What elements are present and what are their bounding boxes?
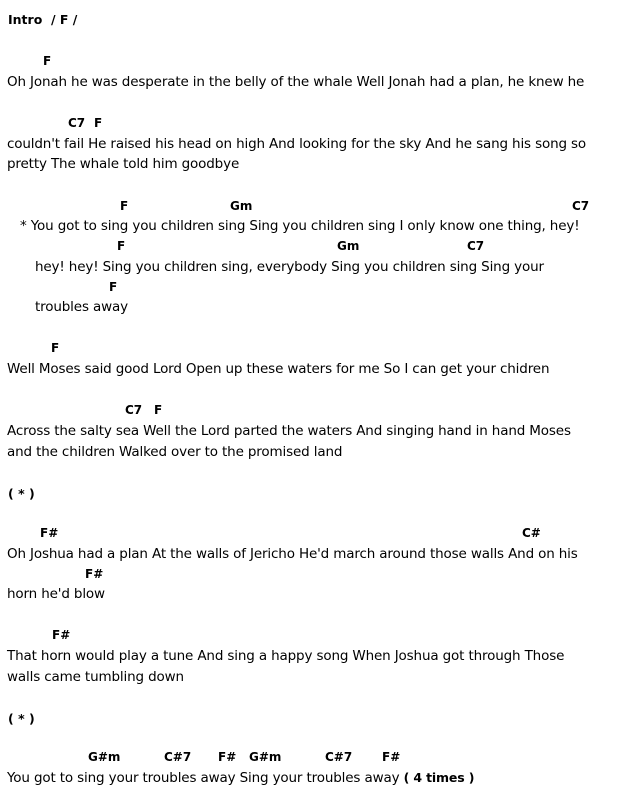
- lyric-line: Across the salty sea Well the Lord parted the waters And singing hand in hand Moses: [7, 423, 571, 439]
- chord: F: [117, 239, 126, 253]
- lyric-line: hey! hey! Sing you children sing, everybody Sing you children sing Sing your: [35, 259, 544, 275]
- chord: G#m: [249, 750, 282, 764]
- lyric-line: horn he'd blow: [7, 586, 105, 602]
- repeat-marker: ( * ): [8, 711, 35, 726]
- chord: Gm: [337, 239, 360, 253]
- chord: F: [51, 341, 60, 355]
- chord: F#: [52, 628, 71, 642]
- intro-chords: / F /: [51, 12, 78, 27]
- chord: F#: [85, 567, 104, 581]
- chord: F#: [218, 750, 237, 764]
- chord: F: [154, 403, 163, 417]
- chord: C7: [68, 116, 86, 130]
- chord: F#: [40, 526, 59, 540]
- lyric-line: That horn would play a tune And sing a happy song When Joshua got through Those: [7, 648, 565, 664]
- lyric-line: pretty The whale told him goodbye: [7, 156, 240, 172]
- repeat-count-note: ( 4 times ): [403, 770, 475, 785]
- lyric-line: [7, 770, 474, 786]
- chord: C7: [467, 239, 485, 253]
- chord: F: [109, 280, 118, 294]
- chord: C7: [125, 403, 143, 417]
- chord: F#: [382, 750, 401, 764]
- chord: C7: [572, 199, 590, 213]
- lyric-line: Oh Jonah he was desperate in the belly of the whale Well Jonah had a plan, he knew he: [7, 74, 585, 90]
- chord: F: [120, 199, 129, 213]
- repeat-marker: ( * ): [8, 486, 35, 501]
- chord: C#: [522, 526, 541, 540]
- lyric-line: walls came tumbling down: [7, 669, 184, 685]
- lyric-line: * You got to sing you children sing Sing you children sing I only know one thing, hey!: [20, 218, 580, 234]
- chord: C#7: [164, 750, 192, 764]
- chord: G#m: [88, 750, 121, 764]
- intro-label: Intro: [8, 12, 43, 27]
- chord: C#7: [325, 750, 353, 764]
- intro-line: [8, 12, 77, 27]
- lyric-line: and the children Walked over to the promised land: [7, 444, 343, 460]
- lyric-line: couldn't fail He raised his head on high And looking for the sky And he sang his song so: [7, 136, 587, 152]
- chord: F: [94, 116, 103, 130]
- lyric-line: troubles away: [35, 299, 128, 315]
- lyric-line: Oh Joshua had a plan At the walls of Jericho He'd march around those walls And on his: [7, 546, 578, 562]
- ending-lyric: You got to sing your troubles away Sing your troubles away: [7, 770, 400, 786]
- chord: Gm: [230, 199, 253, 213]
- lyric-line: Well Moses said good Lord Open up these waters for me So I can get your chidren: [7, 361, 550, 377]
- chord: F: [43, 54, 52, 68]
